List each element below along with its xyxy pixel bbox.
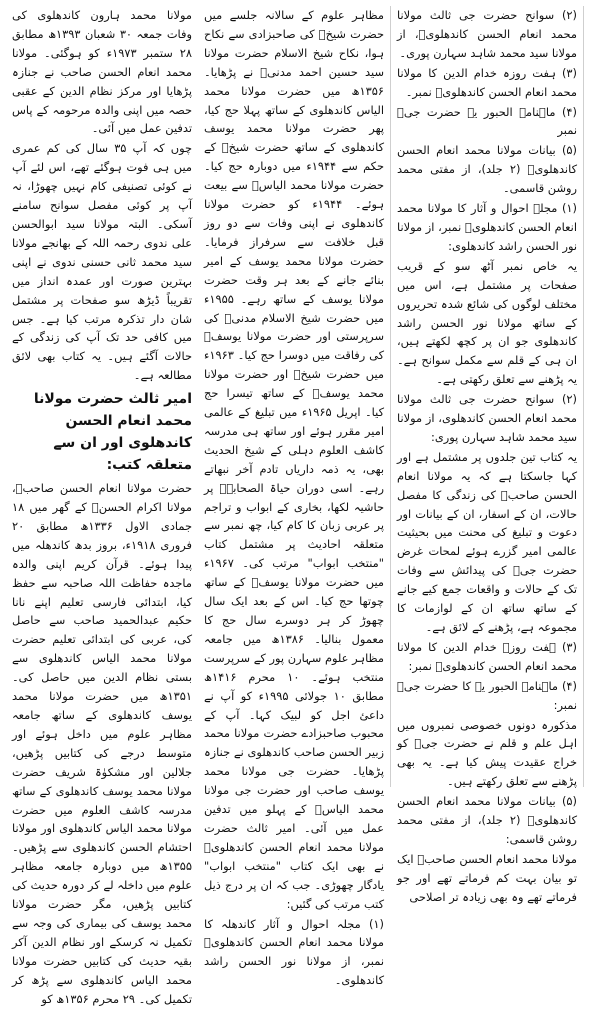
section-heading: امیر ثالث حضرت مولانا محمد انعام الحسن کاندھلوی اور ان سے متعلقہ کتب: (33, 391, 192, 474)
list-item: (۳) ہفت روزہ خدام الدین کا مولانا محمد انعام الحسن کاندھلویؒ نمبر: (397, 639, 577, 673)
paragraph: یہ کتاب تین جلدوں پر مشتمل ہے اور کہا جاسکتا ہے کہ یہ مولانا انعام الحسن صاحبؒ کی زندگی کا مفصل حالات، ان کے اسفار، ان کے بیانات اور دعوت و تبلیغ کی محنت میں بحیثیت عالمی امیر گزرے ہوئے لمحات غرض حضرت جیؒ کی پیدائش سے وفات تک کے حالات و واقعات جمع کیے جانے کے ساتھ ساتھ ان کے لوازمات کا مجموعہ ہے، پڑھنے کے لائق ہے۔ (397, 449, 577, 634)
list-item: (۲) سوانح حضرت جی ثالث مولانا محمد انعام الحسن کاندھلویؒ، از مولانا سید محمد شاہد سہارن پوری۔ (397, 8, 577, 60)
text-column-middle (198, 6, 391, 988)
paragraph: مظاہر علوم کے سالانہ جلسے میں حضرت شیخؒ کی صاحبزادی سے نکاح ہوا، نکاح شیخ الاسلام حضرت مولانا سید حسین احمد مدنیؒ نے پڑھایا۔ ۱۳۵۶ھ میں حضرت مولانا محمد الیاس کاندھلوی کے ساتھ پہلا حج کیا، پھر حضرت مولانا محمد یوسف کاندھلوی کے ساتھ حضرت شیخؒ کے حکم سے ۱۹۴۴ء میں دوبارہ حج کیا۔ حضرت مولانا محمد الیاسؒ سے بیعت ہوئے۔ ۱۹۴۴ء کو حضرت مولانا کاندھلوی نے اپنی وفات سے دو روز قبل خلافت سے سرفراز فرمایا۔ حضرت مولانا محمد یوسف کے امیر بنائے جانے کے بعد ہر وقت حضرت مولانا یوسف کے ساتھ رہے۔ ۱۹۵۵ء میں حضرت شیخ الاسلام مدنیؒ کی سرپرستی اور حضرت مولانا یوسفؒ کی رفاقت میں دوسرا حج کیا۔ ۱۹۶۳ء میں حضرت شیخؒ اور حضرت مولانا محمد یوسفؒ کے ساتھ تیسرا حج کیا۔ اپریل ۱۹۶۵ء میں تبلیغ کے عالمی امیر مقرر ہوئے اور ساتھ ہی مدرسہ کاشف العلوم دہلی کے شیخ الحدیث بھی، یہ ذمہ داریاں تادم آخر نبھاتے رہے۔ اسی دوران حیاۃ الصحابہؓ پر حاشیہ لکھا، بخاری کے ابواب و تراجم پر عربی زبان کا کام کیا، چھ نمبر سے متعلقہ احادیث پر مشتمل کتاب "منتخب ابواب" مرتب کی۔ ۱۹۶۷ء میں حضرت مولانا یوسفؒ کے ساتھ چوتھا حج کیا۔ اس کے بعد ایک سال چھوڑ کر ہر دوسرے سال حج کا معمول بنالیا۔ ۱۳۸۶ھ میں جامعہ مظاہر علوم سہارن پور کے سرپرست منتخب ہوئے۔ ۱۰ محرم ۱۴۱۶ھ مطابق ۱۰ جولائی ۱۹۹۵ء کو آپ نے داعیٔ اجل کو لبیک کہا۔ آپ کے محبوب صاحبزادے حضرت مولانا محمد زبیر الحسن صاحب کاندھلوی نے جنازہ پڑھایا۔ حضرت جی مولانا محمد یوسف صاحب اور حضرت جی مولانا محمد الیاسؒ کے پہلو میں تدفین عمل میں آئی۔ امیر ثالث حضرت مولانا محمد انعام الحسن کاندھلویؒ نے بھی ایک کتاب "منتخب ابواب" یادگار چھوڑی۔ جب کہ ان پر درج ذیل کتب مرتب کی گئیں: (204, 8, 385, 911)
list-item: (۴) ماہنامہ الحبور یہ حضرت جیؒ نمبر (397, 104, 577, 138)
paragraph: مولانا محمد انعام الحسن صاحبؒ ایک تو بیان بہت کم فرماتے تھے اور جو فرماتے تھے وہ بھی زیادہ تر اصلاحی (397, 851, 577, 904)
paragraph: حضرت مولانا انعام الحسن صاحبؒ، مولانا اکرام الحسنؒ کے گھر میں ۱۸ جمادی الاول ۱۳۳۶ھ مطابق ۲۰ فروری ۱۹۱۸ء، بروز بدھ کاندھلہ میں پیدا ہوئے۔ قرآن کریم اپنی والدہ ماجدہ حفاظت اللہ صاحبہ سے حفظ کیا، ابتدائی فارسی تعلیم اپنے نانا حکیم عبدالحمید صاحب سے حاصل کی، عربی کی ابتدائی تعلیم حضرت مولانا محمد الیاس کاندھلوی سے بستی نظام الدین میں حاصل کی۔ ۱۳۵۱ھ میں حضرت مولانا محمد یوسف کاندھلوی کے ساتھ جامعہ مظاہر علوم میں داخل ہوئے اور متوسط درجے کی کتابیں پڑھیں، جلالین اور مشکوٰۃ شریف حضرت مولانا محمد یوسف کاندھلوی کے ساتھ مدرسہ کاشف العلوم میں حضرت مولانا محمد الیاس کاندھلوی اور مولانا احتشام الحسن کاندھلوی سے پڑھیں۔ ۱۳۵۵ھ میں دوبارہ جامعہ مظاہر علوم میں داخلہ لے کر دورہ حدیث کی کتابیں پڑھیں، مگر حضرت مولانا محمد یوسف کی بیماری کی وجہ سے تکمیل نہ کرسکے اور نظام الدین آکر بقیہ حدیث کی کتابیں حضرت مولانا محمد الیاس کاندھلوی سے پڑھ کر تکمیل کی۔ ۲۹ محرم ۱۳۵۶ھ کو (12, 481, 192, 1006)
list-item: (۳) ہفت روزہ خدام الدین کا مولانا محمد انعام الحسن کاندھلویؒ نمبر۔ (397, 65, 577, 99)
paragraph: مذکورہ دونوں خصوصی نمبروں میں اہل علم و قلم نے حضرت جیؒ کو خراج عقیدت پیش کیا ہے۔ یہ بھی پڑھنے سے تعلق رکھتے ہیں۔ (397, 717, 577, 789)
paragraph: مولانا محمد ہارون کاندھلوی کی وفات جمعہ ۳۰ شعبان ۱۳۹۳ھ مطابق ۲۸ ستمبر ۱۹۷۳ء کو ہوگئی۔ مولانا محمد انعام الحسن صاحب نے جنازہ پڑھایا اور مرکز نظام الدین کے عقبی حصہ میں اپنی والدہ مرحومہ کے پاس تدفین عمل میں آئی۔ (12, 8, 192, 136)
list-item: (۵) بیانات مولانا محمد انعام الحسن کاندھلویؒ (۲ جلد)، از مفتی محمد روشن قاسمی۔ (397, 143, 577, 196)
text-column-left (391, 6, 584, 904)
list-item: (۴) ماہنامہ الحبور یہ کا حضرت جیؒ نمبر: (397, 678, 577, 712)
paragraph: یہ خاص نمبر آٹھ سو کے قریب صفحات پر مشتمل ہے، اس میں مختلف لوگوں کی شائع شدہ تحریروں کے ساتھ مولانا نور الحسن راشد کاندھلوی جو ان پر کچھ لکھتے ہیں، ان ہی کے قلم سے مکمل سوانح ہے۔ یہ پڑھنے سے تعلق رکھتی ہے۔ (397, 258, 577, 387)
list-item: (۵) بیانات مولانا محمد انعام الحسن کاندھلویؒ (۲ جلد)، از مفتی محمد روشن قاسمی: (397, 794, 577, 846)
text-column-right (6, 6, 198, 1006)
list-item: (۲) سوانح حضرت جی ثالث مولانا محمد انعام الحسن کاندھلوی، از مولانا سید محمد شاہد سہارن پوری: (397, 392, 577, 444)
paragraph: چوں کہ آپ ۳۵ سال کی کم عمری میں ہی فوت ہوگئے تھے، اس لئے آپ نے کوئی تصنیفی کام نہیں چھوڑا، نہ آپ پر کوئی مفصل سوانح سامنے آسکی۔ البتہ مولانا سید ابوالحسن علی ندوی رحمہ اللہ کے بھانجے مولانا سید محمد ثانی حسنی ندوی نے اپنی بہترین صورت اور عمدہ انداز میں تقریباً ڈیڑھ سو صفحات پر مشتمل شان دار تذکرہ مرتب کیا ہے۔ جس میں کافی حد تک آپ کی زندگی کے حالات آگئے ہیں۔ یہ کتاب بھی لائق مطالعہ ہے۔ (12, 141, 193, 383)
list-item: (۱) مجلہ احوال و آثار کاندھلہ کا مولانا محمد انعام الحسن کاندھلویؒ نمبر، از مولانا نور الحسن راشد کاندھلوی۔ (204, 916, 384, 988)
list-item: (۱) مجلہ احوال و آثار کا مولانا محمد انعام الحسن کاندھلویؒ نمبر، از مولانا نور الحسن راشد کاندھلوی: (397, 201, 577, 253)
